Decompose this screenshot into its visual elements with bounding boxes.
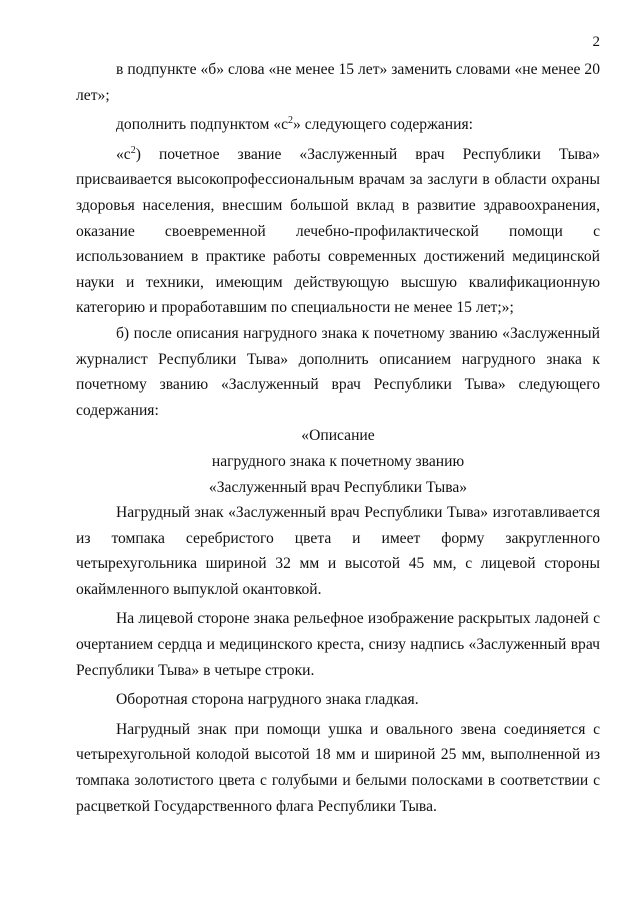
paragraph-add-subpoint [76,108,600,138]
paragraph-badge-description-addition: б) после описания нагрудного знака к почетному званию «Заслуженный журналист Республики Тыва» дополнить описанием нагрудного знака к почетному званию «Заслуженный врач Республики Тыва» следующего содержания: [76,324,600,419]
paragraph-honorary-title-definition [76,138,600,321]
paragraph-badge-material: Нагрудный знак «Заслуженный врач Республики Тыва» изготавливается из томпака серебристого цвета и имеет форму закругленного четырехугольника шириной 32 мм и высотой 45 мм, с лицевой стороны окаймленного выпуклой окантовкой. [76,504,600,598]
paragraph-badge-face: На лицевой стороне знака рельефное изображение раскрытых ладоней с очертанием сердца и медицинского креста, снизу надпись «Заслуженный врач Республики Тыва» в четыре строки. [76,610,600,679]
paragraph-add-subpoint-text-end: » следующего содержания: [293,116,473,134]
paragraph-badge-block: Нагрудный знак при помощи ушка и овального звена соединяется с четырехугольной колодой высотой 18 мм и шириной 25 мм, выполненной из томпака золотистого цвета с голубыми и белыми полосками в соответствии с расцветкой Государственного флага Республики Тыва. [76,720,600,815]
heading-badge: нагрудного знака к почетному званию [211,452,465,470]
paragraph-add-subpoint-text-start: дополнить подпунктом «с [116,116,289,134]
superscript: 2 [130,144,136,156]
paragraph-subpoint-b-change: в подпункте «б» слова «не менее 15 лет» заменить словами «не менее 20 лет»; [76,61,600,104]
document-body [76,57,600,819]
paragraph-badge-back: Оборотная сторона нагрудного знака гладкая. [116,691,419,709]
heading-title-name: «Заслуженный врач Республики Тыва» [208,478,468,496]
honorary-title-definition-text: ) почетное звание «Заслуженный врач Республики Тыва» присваивается высокопрофессиональным врачам за заслуги в области охраны здоровья населения, внесшим большой вклад в развитие здравоохранения, оказание своевременной лечебно-профилактической помощи с использованием в практике работы современных достижений медицинской науки и техники, имеющим действующую высшую квалификационную категорию и проработавшим по специальности не менее 15 лет;»; [76,145,600,317]
page-number: 2 [592,34,600,50]
heading-description: «Описание [301,427,375,445]
superscript: 2 [288,115,294,127]
subpoint-label-start: «с [116,145,131,163]
